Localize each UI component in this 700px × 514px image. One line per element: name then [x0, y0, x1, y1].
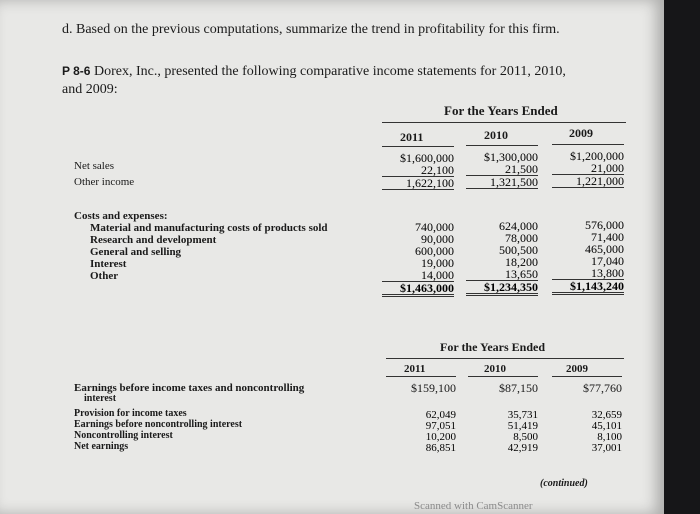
background-edge: [664, 0, 700, 514]
t2-2009-nci: 8,100: [597, 431, 622, 443]
table2-year-rule-2009: [552, 376, 622, 377]
problem-intro-line1: [62, 64, 566, 80]
earnings-before-tax-2009: $77,760: [583, 381, 622, 395]
cost-2011-other: 14,000: [421, 268, 454, 282]
cost-2011-material: 740,000: [415, 220, 454, 234]
table1-period-header: For the Years Ended: [444, 103, 558, 118]
table2-col-2010: [468, 410, 538, 454]
other-income-2009: 21,000: [591, 161, 624, 175]
table2-col-2009: [552, 410, 622, 454]
label-research: Research and development: [90, 234, 217, 246]
cost-2009-interest: 17,040: [591, 254, 624, 268]
table2-year-rule-2010: [468, 376, 538, 377]
net-sales-2009: $1,200,000: [570, 149, 624, 163]
other-income-2011: 22,100: [421, 163, 454, 177]
t2-2010-net: 42,919: [507, 442, 538, 454]
t2-2009-net: 37,001: [591, 442, 622, 454]
t2-2010-before-nci: 51,419: [507, 420, 538, 432]
continued-note: (continued): [540, 478, 588, 489]
t2-2009-before-nci: 45,101: [591, 420, 622, 432]
label-net-earnings: Net earnings: [74, 441, 129, 452]
table2-year-rule-2011: [386, 376, 456, 377]
table2-year-2010: 2010: [484, 363, 506, 375]
label-earnings-before-tax: Earnings before income taxes and noncontrolling: [74, 382, 305, 394]
table2-year-2009: 2009: [566, 363, 588, 375]
net-sales-2010: $1,300,000: [484, 150, 538, 164]
t2-2011-net: 86,851: [425, 442, 456, 454]
table1-year-2009: 2009: [569, 126, 593, 140]
other-income-2010: 21,500: [505, 162, 538, 176]
label-noncontrolling-interest: Noncontrolling interest: [74, 430, 173, 441]
problem-id: P 8-6: [62, 64, 91, 78]
cost-2009-material: 576,000: [585, 218, 624, 232]
table1-revenue-col-2011: [382, 152, 454, 190]
t2-2010-provision: 35,731: [507, 409, 538, 421]
t2-2009-provision: 32,659: [591, 409, 622, 421]
table1-cost-col-2009: [552, 219, 624, 295]
table1-year-2011: 2011: [400, 130, 424, 144]
cost-2011-research: 90,000: [421, 232, 454, 246]
t2-2011-provision: 62,049: [425, 409, 456, 421]
table1-year-rule-2010: [466, 145, 538, 146]
label-earnings-before-tax-2: interest: [84, 393, 117, 404]
costs-header: Costs and expenses:: [74, 210, 168, 222]
cost-2010-interest: 18,200: [505, 255, 538, 269]
cost-2009-general: 465,000: [585, 242, 624, 256]
table1-revenue-col-2009: [552, 150, 624, 188]
table1-cost-col-2011: [382, 221, 454, 297]
table1-header-rule: [382, 122, 626, 123]
total-costs-2010: $1,234,350: [466, 280, 538, 296]
question-d-text: d. Based on the previous computations, summarize the trend in profitability for this firm.: [62, 22, 560, 37]
scanner-footer: Scanned with CamScanner: [414, 500, 533, 512]
table2-labels: [74, 408, 242, 452]
table1-year-2010: 2010: [484, 128, 508, 142]
cost-2010-material: 624,000: [499, 219, 538, 233]
cost-2010-general: 500,500: [499, 243, 538, 257]
net-sales-2011: $1,600,000: [400, 151, 454, 165]
total-costs-2011: $1,463,000: [382, 281, 454, 297]
problem-intro-line2: and 2009:: [62, 82, 118, 97]
table2-col-2011: [386, 410, 456, 454]
table1-cost-col-2010: [466, 220, 538, 296]
cost-2009-research: 71,400: [591, 230, 624, 244]
earnings-before-tax-2011: $159,100: [411, 381, 456, 395]
cost-2011-interest: 19,000: [421, 256, 454, 270]
table1-year-rule-2009: [552, 144, 624, 145]
label-earnings-before-noncontrolling: Earnings before noncontrolling interest: [74, 419, 243, 430]
label-provision-taxes: Provision for income taxes: [74, 408, 187, 419]
cost-2010-other: 13,650: [505, 267, 538, 281]
cost-2009-other: 13,800: [591, 266, 624, 280]
cost-2010-research: 78,000: [505, 231, 538, 245]
problem-intro-text: Dorex, Inc., presented the following comparative income statements for 2011, 2010,: [93, 64, 566, 79]
t2-2011-nci: 10,200: [425, 431, 456, 443]
total-revenue-2010: 1,321,500: [466, 175, 538, 189]
label-net-sales: Net sales: [74, 160, 115, 172]
total-costs-2009: $1,143,240: [552, 279, 624, 295]
total-revenue-2011: 1,622,100: [382, 176, 454, 190]
table1-year-rule-2011: [382, 146, 454, 147]
table2-year-2011: 2011: [404, 363, 426, 375]
label-general-selling: General and selling: [90, 246, 182, 258]
t2-2010-nci: 8,500: [513, 431, 538, 443]
label-other-income: Other income: [74, 176, 135, 188]
table2-period-header: For the Years Ended: [440, 340, 545, 354]
table2-header-rule: [386, 358, 624, 359]
label-other: Other: [90, 270, 119, 282]
t2-2011-before-nci: 97,051: [425, 420, 456, 432]
earnings-before-tax-2010: $87,150: [499, 381, 538, 395]
label-material-costs: Material and manufacturing costs of products sold: [90, 222, 328, 234]
total-revenue-2009: 1,221,000: [552, 174, 624, 188]
table1-revenue-col-2010: [466, 151, 538, 189]
cost-2011-general: 600,000: [415, 244, 454, 258]
label-interest: Interest: [90, 258, 127, 270]
